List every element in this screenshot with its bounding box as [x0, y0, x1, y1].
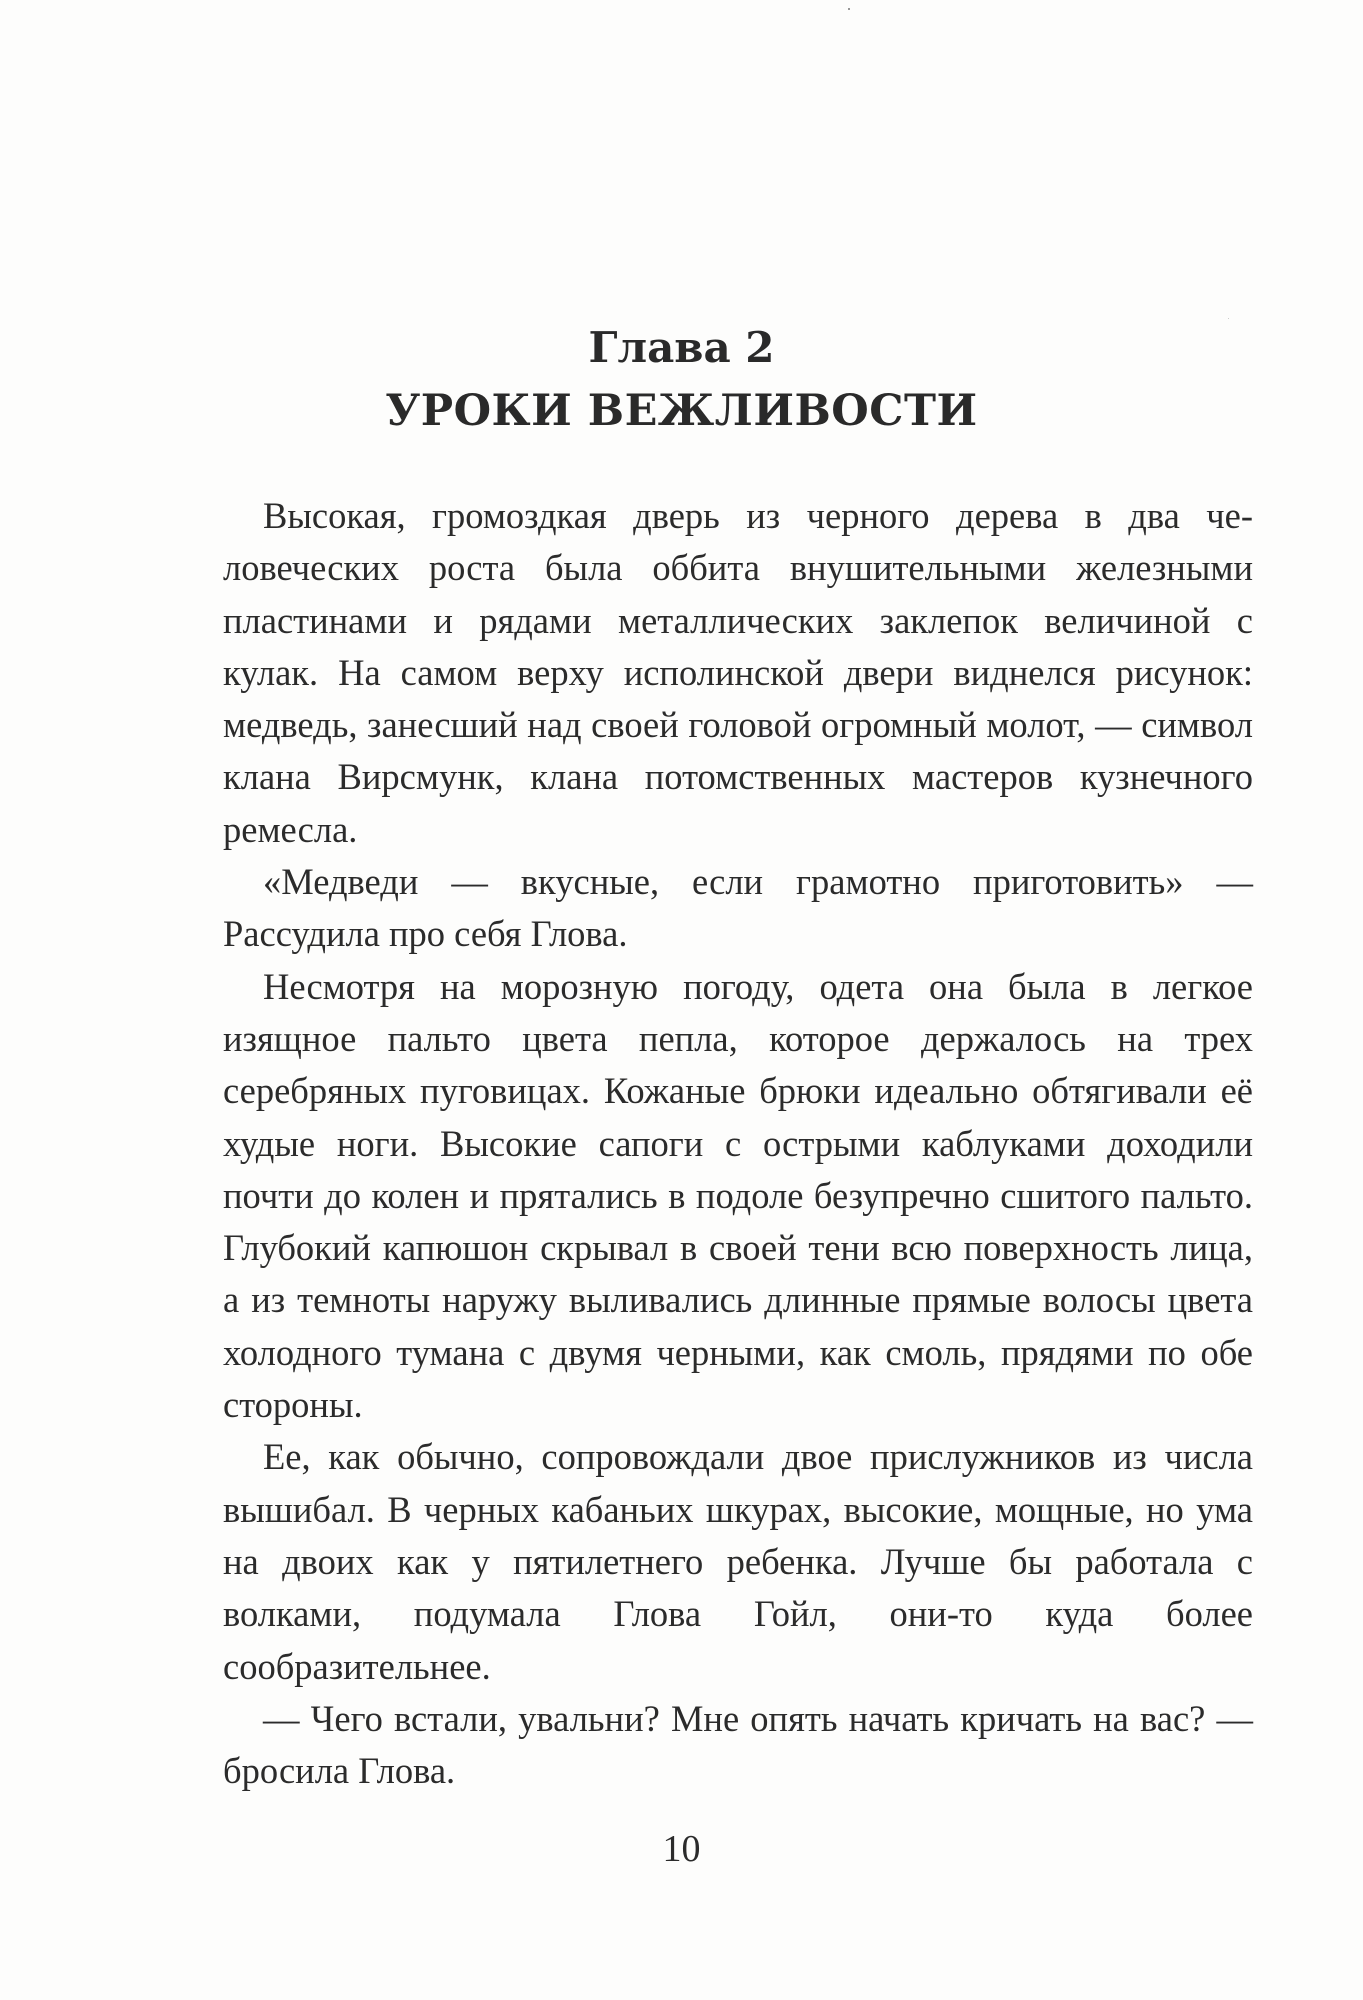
chapter-number: Глава 2	[588, 323, 775, 372]
print-speck	[848, 8, 850, 10]
body-text	[223, 490, 1253, 1797]
print-speck	[1228, 318, 1229, 319]
paragraph: Несмотря на морозную погоду, одета она была в легкое изящное пальто цвета пепла, которое держалось на трех серебряных пуговицах. Кожаные брюки идеально обтягивали её худые ноги. Высокие сапоги с острыми каблуками доходили почти до колен и прятались в подоле безупречно сшитого пальто. Глубокий капюшон скрывал в своей тени всю поверхность лица, а из темноты наружу выливались длинные прямые волосы цвета холодного тумана с двумя черными, как смоль, прядями по обе стороны.	[223, 965, 1253, 1426]
paragraph: Ее, как обычно, сопровождали двое прислужников из числа вышибал. В черных кабаньих шкурах, высокие, мощные, но ума на двоих как у пятилетнего ребенка. Лучше бы работала с волками, подумала Глова Гойл, они-то куда более сообразительнее.	[223, 1436, 1253, 1687]
paragraph: Высокая, громоздкая дверь из черного дерева в два человеческих роста была оббита внушительными железными пластинами и рядами металлических заклепок величиной с кулак. На самом верху исполинской двери виднелся рисунок: медведь, занесший над своей головой огромный молот, — символ клана Вирсмунк, клана потомственных мастеров кузнечного ремесла.	[223, 495, 1253, 850]
chapter-title: УРОКИ ВЕЖЛИВОСТИ	[385, 386, 978, 436]
paragraph: — Чего встали, увальни? Мне опять начать кричать на вас? — бросила Глова.	[223, 1697, 1253, 1792]
paragraph: «Медведи — вкусные, если грамотно приготовить» — Рассудила про себя Глова.	[223, 861, 1253, 955]
page-number: 10	[662, 1828, 701, 1870]
